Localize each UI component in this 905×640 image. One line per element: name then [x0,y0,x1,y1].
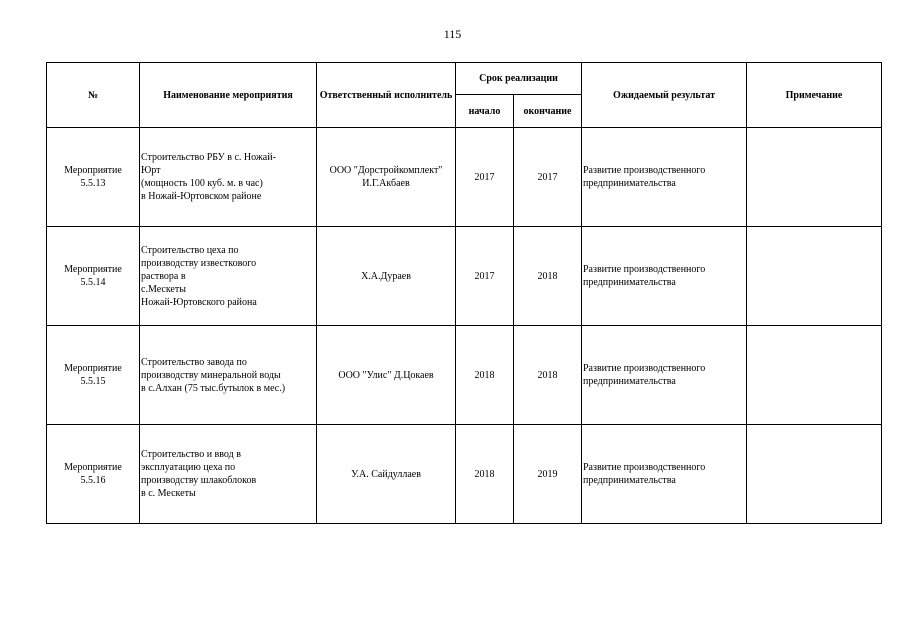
event-note [747,326,882,425]
table-row [47,227,882,326]
header-end: окончание [514,95,582,128]
header-start: начало [456,95,514,128]
event-responsible: ООО "Улис" Д.Цокаев [317,326,456,425]
event-end-year: 2019 [514,425,582,524]
table-row [47,326,882,425]
event-expected-result: Развитие производственного предпринимательства [582,425,747,524]
event-expected-result: Развитие производственного предпринимательства [582,326,747,425]
event-end-year: 2018 [514,227,582,326]
event-expected-result: Развитие производственного предпринимательства [582,227,747,326]
event-start-year: 2018 [456,425,514,524]
event-responsible: ООО "Дорстройкомплект" И.Г.Акбаев [317,128,456,227]
event-expected-result: Развитие производственного предпринимательства [582,128,747,227]
table-header [47,63,882,128]
event-number: Мероприятие 5.5.15 [47,326,140,425]
event-name: Строительство завода по производству минеральной воды в с.Алхан (75 тыс.бутылок в мес.) [140,326,317,425]
event-note [747,227,882,326]
event-name: Строительство РБУ в с. Ножай- Юрт (мощность 100 куб. м. в час) в Ножай-Юртовском районе [140,128,317,227]
header-responsible: Ответственный исполнитель [317,63,456,128]
event-start-year: 2017 [456,128,514,227]
event-name: Строительство цеха по производству известкового раствора в с.Мескеты Ножай-Юртовского района [140,227,317,326]
event-end-year: 2017 [514,128,582,227]
header-period: Срок реализации [456,63,582,95]
event-end-year: 2018 [514,326,582,425]
table-row [47,128,882,227]
events-table [46,62,882,524]
event-number: Мероприятие 5.5.16 [47,425,140,524]
event-note [747,128,882,227]
event-name: Строительство и ввод в эксплуатацию цеха по производству шлакоблоков в с. Мескеты [140,425,317,524]
header-expected-result: Ожидаемый результат [582,63,747,128]
event-number: Мероприятие 5.5.14 [47,227,140,326]
event-responsible: Х.А.Дураев [317,227,456,326]
header-number: № [47,63,140,128]
event-responsible: У.А. Сайдуллаев [317,425,456,524]
event-start-year: 2017 [456,227,514,326]
header-note: Примечание [747,63,882,128]
event-start-year: 2018 [456,326,514,425]
table-row [47,425,882,524]
event-number: Мероприятие 5.5.13 [47,128,140,227]
event-note [747,425,882,524]
header-event-name: Наименование мероприятия [140,63,317,128]
page-number: 115 [443,27,462,41]
